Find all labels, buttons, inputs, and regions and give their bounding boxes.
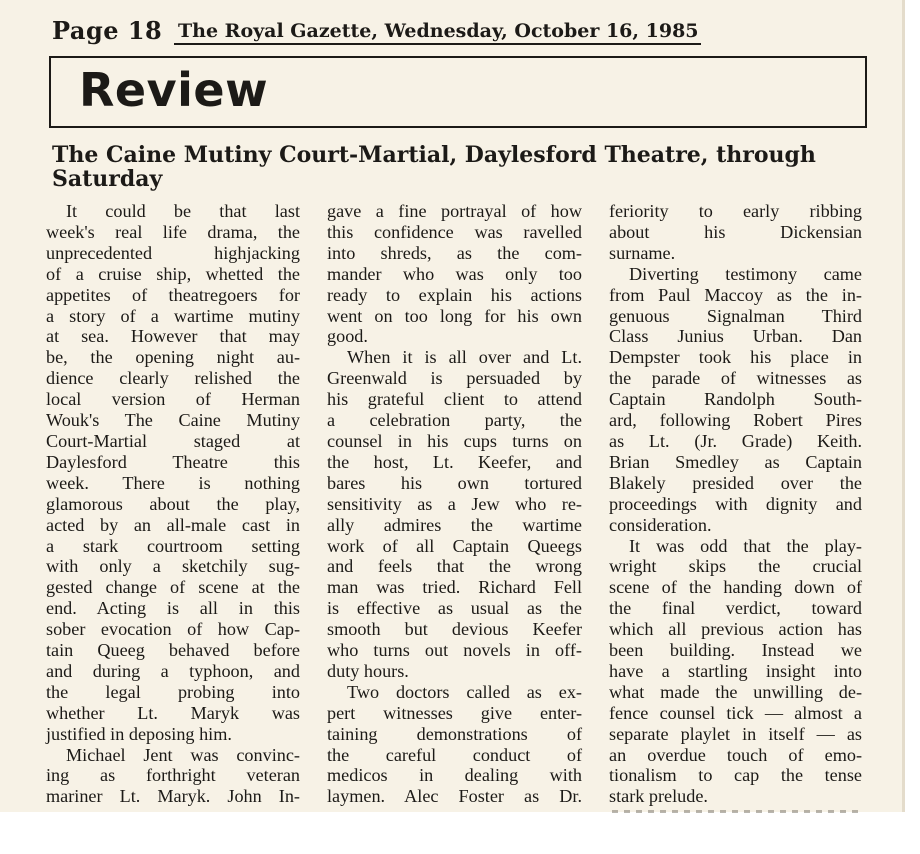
clipping-cut-edge <box>612 810 858 813</box>
article-line: justified in deposing him. <box>46 723 232 744</box>
article-line: is effective as usual as the <box>327 598 582 619</box>
article-line: whether Lt. Maryk was <box>46 702 300 723</box>
article-column-2 <box>327 201 582 807</box>
masthead <box>52 16 872 50</box>
article-line: went on too long for his own <box>327 305 582 326</box>
article-line: week. There is nothing <box>46 472 300 493</box>
article-line: work of all Captain Queegs <box>327 535 582 556</box>
article-line: a celebration party, the <box>327 410 582 431</box>
article-line: Court-Martial staged at <box>46 430 300 451</box>
article-line: fence counsel tick — almost a <box>609 702 862 723</box>
article-column-1 <box>46 201 300 807</box>
article-line: acted by an all-male cast in <box>46 514 300 535</box>
article-line: a stark courtroom setting <box>46 535 300 556</box>
article-line: mander who was only too <box>327 263 582 284</box>
article-line: Michael Jent was convinc- <box>66 744 300 765</box>
article-headline: The Caine Mutiny Court-Martial, Daylesford Theatre, through Saturday <box>52 142 816 192</box>
section-title: Review <box>79 63 269 117</box>
article-line: ard, following Robert Pires <box>609 410 862 431</box>
article-line: Class Junius Urban. Dan <box>609 326 862 347</box>
article-line: Blakely presided over the <box>609 472 862 493</box>
article-line: gave a fine portrayal of how <box>327 201 582 221</box>
article-line: dience clearly relished the <box>46 368 300 389</box>
article-line: proceedings with dignity and <box>609 493 862 514</box>
article-line: pert witnesses give enter- <box>327 702 582 723</box>
article-line: unprecedented highjacking <box>46 242 300 263</box>
article-line: genuous Signalman Third <box>609 305 862 326</box>
article-line: the careful conduct of <box>327 744 582 765</box>
article-line: sober evocation of how Cap- <box>46 619 300 640</box>
article-line: ally admires the wartime <box>327 514 582 535</box>
article-line: local version of Herman <box>46 389 300 410</box>
article-line: been building. Instead we <box>609 640 862 661</box>
article-line: and during a typhoon, and <box>46 660 300 681</box>
article-line: of a cruise ship, whetted the <box>46 263 300 284</box>
article-line: It could be that last <box>66 201 300 221</box>
article-line: ing as forthright veteran <box>46 765 300 786</box>
article-line: mariner Lt. Maryk. John In- <box>46 786 300 807</box>
article-line: have a startling insight into <box>609 660 862 681</box>
article-line: the parade of witnesses as <box>609 368 862 389</box>
article-line: surname. <box>609 242 676 263</box>
article-line: who turns out novels in off- <box>327 640 582 661</box>
article-line: an overdue touch of emo- <box>609 744 862 765</box>
article-line: tain Queeg behaved before <box>46 640 300 661</box>
article-line: good. <box>327 326 368 347</box>
article-line: this confidence was ravelled <box>327 221 582 242</box>
article-line: counsel in his cups turns on <box>327 430 582 451</box>
article-line: taining demonstrations of <box>327 723 582 744</box>
section-banner <box>49 56 867 128</box>
article-line: When it is all over and Lt. <box>347 347 582 368</box>
article-line: from Paul Maccoy as the in- <box>609 284 862 305</box>
article-line: appetites of theatregoers for <box>46 284 300 305</box>
article-line: Daylesford Theatre this <box>46 451 300 472</box>
article-line: smooth but devious Keefer <box>327 619 582 640</box>
article-line: the final verdict, toward <box>609 598 862 619</box>
article-line: wright skips the crucial <box>609 556 862 577</box>
article-line: scene of the handing down of <box>609 577 862 598</box>
article-line: into shreds, as the com- <box>327 242 582 263</box>
article-line: Wouk's The Caine Mutiny <box>46 410 300 431</box>
article-line: the legal probing into <box>46 681 300 702</box>
article-line: his grateful client to attend <box>327 389 582 410</box>
article-line: with only a sketchily sug- <box>46 556 300 577</box>
article-line: as Lt. (Jr. Grade) Keith. <box>609 430 862 451</box>
article-line: It was odd that the play- <box>629 535 862 556</box>
article-column-3 <box>609 201 862 807</box>
article-line: and feels that the wrong <box>327 556 582 577</box>
article-line: sensitivity as a Jew who re- <box>327 493 582 514</box>
article-line: week's real life drama, the <box>46 221 300 242</box>
article-line: Diverting testimony came <box>629 263 862 284</box>
article-line: Brian Smedley as Captain <box>609 451 862 472</box>
page-number: Page 18 <box>52 16 163 45</box>
article-line: a story of a wartime mutiny <box>46 305 300 326</box>
article-line: about his Dickensian <box>609 221 862 242</box>
article-line: man was tried. Richard Fell <box>327 577 582 598</box>
article-line: what made the unwilling de- <box>609 681 862 702</box>
article-line: bares his own tortured <box>327 472 582 493</box>
article-line: duty hours. <box>327 660 409 681</box>
article-line: separate playlet in itself — as <box>609 723 862 744</box>
article-line: the host, Lt. Keefer, and <box>327 451 582 472</box>
article-line: medicos in dealing with <box>327 765 582 786</box>
article-line: at sea. However that may <box>46 326 300 347</box>
article-line: Dempster took his place in <box>609 347 862 368</box>
article-line: Two doctors called as ex- <box>347 681 582 702</box>
newspaper-dateline: The Royal Gazette, Wednesday, October 16, 1985 <box>174 20 701 45</box>
article-line: glamorous about the play, <box>46 493 300 514</box>
article-line: laymen. Alec Foster as Dr. <box>327 786 582 807</box>
article-line: be, the opening night au- <box>46 347 300 368</box>
article-line: stark prelude. <box>609 786 708 807</box>
article-line: gested change of scene at the <box>46 577 300 598</box>
article-line: ready to explain his actions <box>327 284 582 305</box>
article-line: end. Acting is all in this <box>46 598 300 619</box>
article-line: Greenwald is persuaded by <box>327 368 582 389</box>
article-line: consideration. <box>609 514 712 535</box>
article-line: tionalism to cap the tense <box>609 765 862 786</box>
article-line: Captain Randolph South- <box>609 389 862 410</box>
article-line: which all previous action has <box>609 619 862 640</box>
article-line: feriority to early ribbing <box>609 201 862 221</box>
